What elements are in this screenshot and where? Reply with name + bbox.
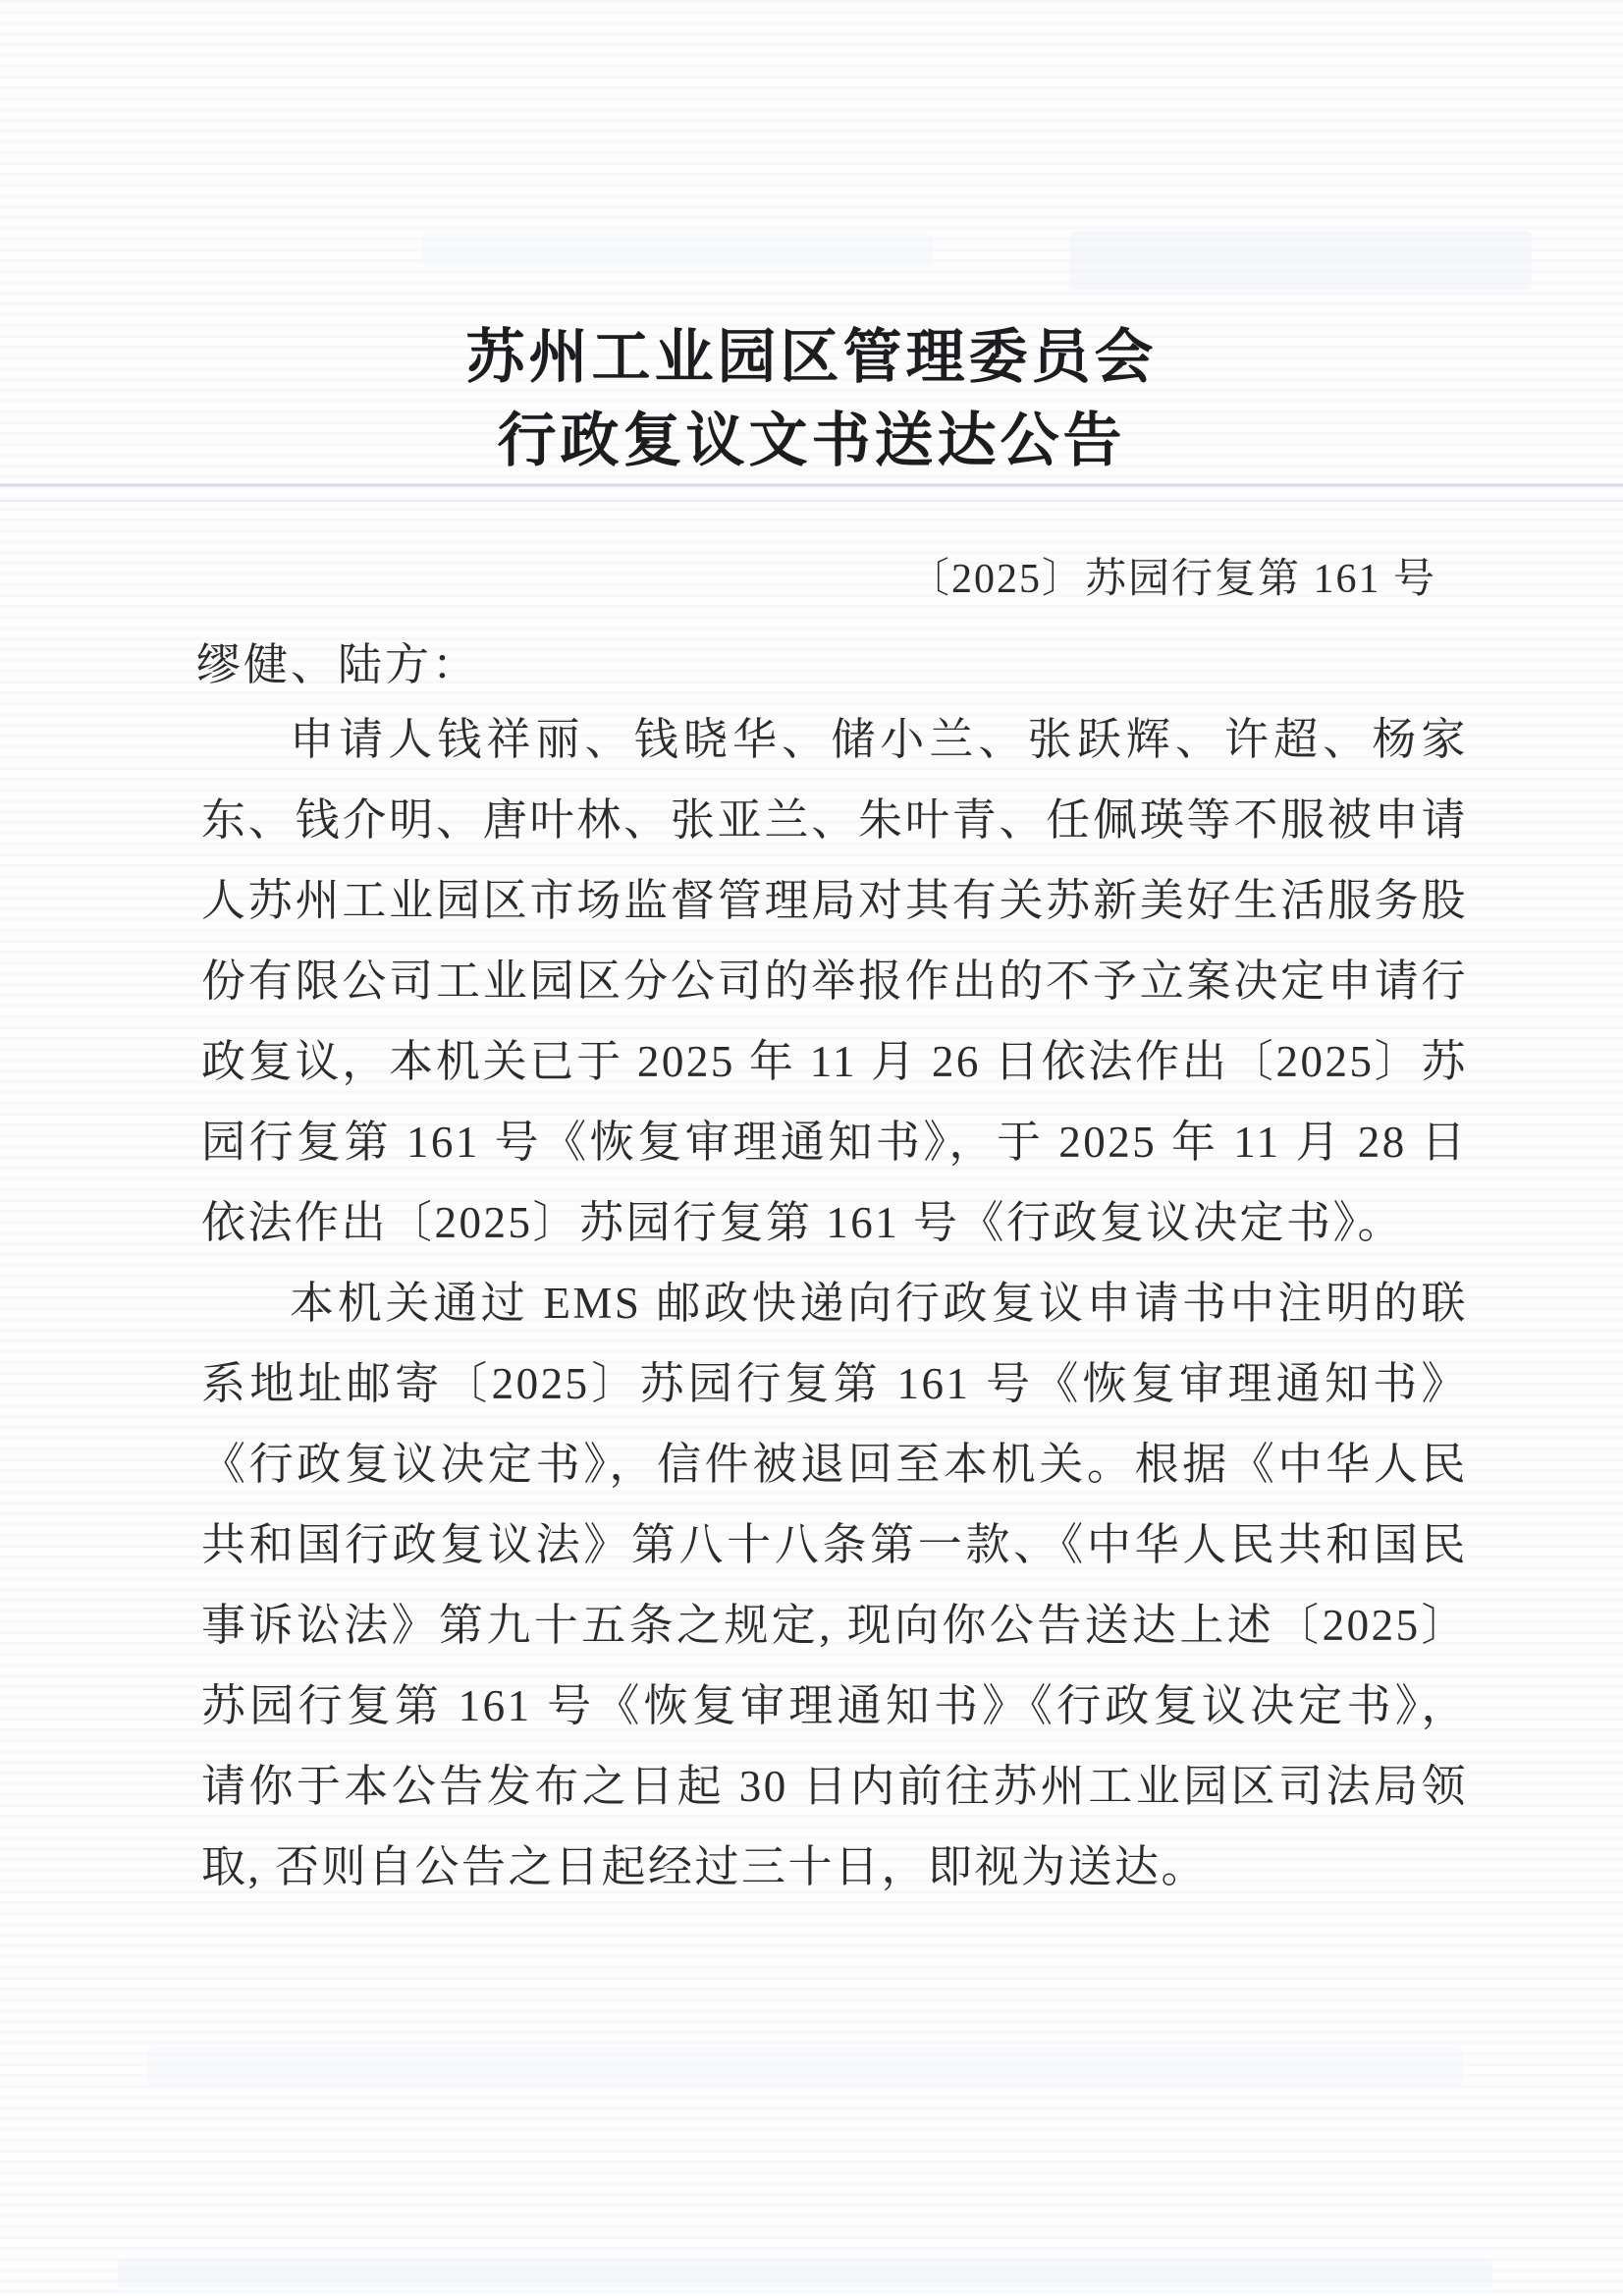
paragraph-2: 本机关通过 EMS 邮政快递向行政复议申请书中注明的联系地址邮寄〔2025〕苏园行复第 161 号《恢复审理通知书》《行政复议决定书》，信件被退回至本机关。根据《中华人民共和国行政复议法》第八十八条第一款、《中华人民共和国民事诉讼法》第九十五条之规定, 现向你公告送达上述〔2025〕苏园行复第 161 号《恢复审理通知书》《行政复议决定书》，请你于本公告发布之日起 30 日内前往苏州工业园区司法局领取, 否则自公告之日起经过三十日，即视为送达。: [201, 1279, 1468, 1891]
scan-fold-line-shadow: [0, 500, 1623, 502]
document-body: [201, 699, 1468, 1907]
document-number: 〔2025〕苏园行复第 161 号: [907, 557, 1436, 602]
salutation: 缪健、陆方：: [196, 640, 480, 689]
document-title: [0, 316, 1623, 483]
scan-artifact: [1070, 231, 1532, 290]
document-title-line1: 苏州工业园区管理委员会: [465, 325, 1158, 390]
paragraph-1: 申请人钱祥丽、钱晓华、储小兰、张跃辉、许超、杨家东、钱介明、唐叶林、张亚兰、朱叶青、任佩瑛等不服被申请人苏州工业园区市场监督管理局对其有关苏新美好生活服务股份有限公司工业园区分公司的举报作出的不予立案决定申请行政复议，本机关已于 2025 年 11 月 26 日依法作出〔2025〕苏园行复第 161 号《恢复审理通知书》，于 2025 年 11 月 28 日依法作出〔2025〕苏园行复第 161 号《行政复议决定书》。: [201, 715, 1468, 1247]
scan-artifact: [147, 2048, 1463, 2087]
scan-fold-line: [0, 483, 1623, 487]
scan-artifact: [118, 2259, 1492, 2288]
scan-artifact: [422, 234, 933, 267]
document-title-line2: 行政复议文书送达公告: [497, 409, 1126, 473]
